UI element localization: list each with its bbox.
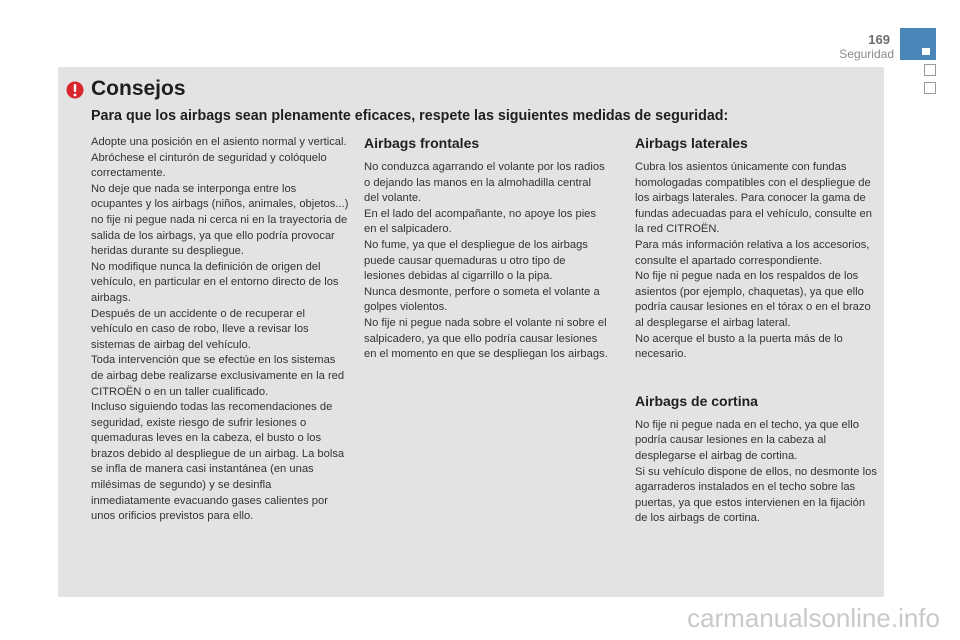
lateral-airbags-title: Airbags laterales xyxy=(635,135,748,151)
advice-paragraph: Después de un accidente o de recuperar el vehículo en caso de robo, lleve a revisar los sistemas de airbag del vehículo. xyxy=(91,307,309,351)
advice-paragraph: Abróchese el cinturón de seguridad y colóquelo correctamente. xyxy=(91,151,327,180)
lateral-paragraph: Cubra los asientos únicamente con fundas homologadas compatibles con el despliegue de los airbags laterales. Para conocer la gama de fundas adecuadas para el vehículo, consulte en la red CITROËN. xyxy=(635,161,872,236)
lateral-paragraph: No acerque el busto a la puerta más de lo necesario. xyxy=(635,332,843,361)
tab-marker xyxy=(922,48,930,55)
frontal-airbags-title: Airbags frontales xyxy=(364,135,480,151)
curtain-airbags-title: Airbags de cortina xyxy=(635,392,758,409)
panel-title: Consejos xyxy=(91,77,186,100)
general-advice-column xyxy=(91,135,349,525)
advice-paragraph: Adopte una posición en el asiento normal y vertical. xyxy=(91,136,347,148)
lateral-airbags-section xyxy=(635,135,880,363)
warning-icon xyxy=(66,81,84,99)
curtain-airbags-section xyxy=(635,393,880,527)
advice-paragraph: No modifique nunca la definición de origen del vehículo, en particular en el entorno directo de los airbags. xyxy=(91,260,339,304)
frontal-paragraph: No fije ni pegue nada sobre el volante ni sobre el salpicadero, ya que ello podría causar lesiones en el momento en que se despliegan los airbags. xyxy=(364,316,608,361)
watermark-text: carmanualsonline.info xyxy=(687,603,940,633)
curtain-paragraph: No fije ni pegue nada en el techo, ya que ello podría causar lesiones en la cabeza al desplegarse el airbag de cortina. xyxy=(635,418,859,462)
frontal-paragraph: No conduzca agarrando el volante por los radios o dejando las manos en la almohadilla central del volante. xyxy=(364,161,605,205)
lateral-paragraph: No fije ni pegue nada en los respaldos de los asientos (por ejemplo, chaquetas), ya que ello podría causar lesiones en el tórax o en el brazo al desplegarse el airbag lateral. xyxy=(635,270,871,329)
frontal-airbags-section xyxy=(364,135,609,363)
nav-box-2[interactable] xyxy=(924,82,936,94)
section-label: Seguridad xyxy=(839,47,894,61)
frontal-paragraph: En el lado del acompañante, no apoye los pies en el salpicadero. xyxy=(364,207,596,236)
advice-panel xyxy=(58,67,884,597)
advice-paragraph: No deje que nada se interponga entre los ocupantes y los airbags (niños, animales, objetos...) no fije ni pegue nada ni cerca ni en la trayectoria de salida de los airbags, ya que ello podría provocar heridas durante su despliegue. xyxy=(91,182,349,258)
panel-intro: Para que los airbags sean plenamente eficaces, respete las siguientes medidas de seguridad: xyxy=(91,108,729,124)
page-number: 169 xyxy=(868,32,890,47)
lateral-paragraph: Para más información relativa a los accesorios, consulte el apartado correspondiente. xyxy=(635,238,870,267)
advice-paragraph: Toda intervención que se efectúe en los sistemas de airbag debe realizarse exclusivamente en la red CITROËN o en un taller cualificado. xyxy=(91,354,345,398)
nav-box-1[interactable] xyxy=(924,64,936,76)
section-tab[interactable] xyxy=(900,28,936,60)
curtain-paragraph: Si su vehículo dispone de ellos, no desmonte los agarraderos instalados en el techo sobre las puertas, ya que estos intervienen en la fijación de los airbags de cortina. xyxy=(635,465,877,525)
frontal-paragraph: No fume, ya que el despliegue de los airbags puede causar quemaduras u otro tipo de lesiones debidas al cigarrillo o la pipa. xyxy=(364,238,588,283)
frontal-paragraph: Nunca desmonte, perfore o someta el volante a golpes violentos. xyxy=(364,285,600,314)
side-curtain-airbags-column xyxy=(635,135,880,527)
advice-paragraph: Incluso siguiendo todas las recomendaciones de seguridad, existe riesgo de sufrir lesiones o quemaduras leves en la cabeza, el busto o los brazos debido al despliegue de un airbag. La bolsa se infla de manera casi instantánea (en unas milésimas de segundo) y se desinfla inmediatamente evacuando gases calientes por unos orificios previstos para ello. xyxy=(91,401,345,523)
